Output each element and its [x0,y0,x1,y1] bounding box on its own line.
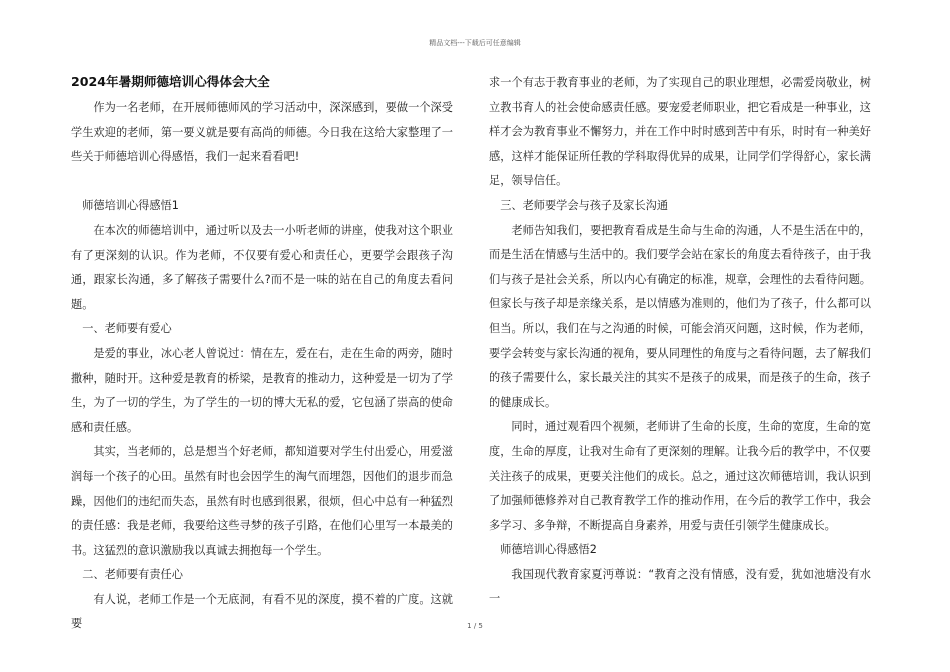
subheading-responsibility: 二、老师要有责任心 [82,568,183,582]
paragraph: 同时，通过观看四个视频，老师讲了生命的长度，生命的宽度，生命的宽度，生命的厚度，让我对生命有了更深刻的理解。让我今后的教学中，不仅要关注孩子的成果，更要关注他们的成长。总之，通过这次师德培训，我认识到了加强师德修养对自己教育教学工作的推动作用，在今后的教学工作中，我会多学习、多争辩，不断提高自身素养，用爱与责任引领学生健康成长。 [489,420,871,532]
page-header: 精品文档---下载后可任意编辑 [429,39,521,47]
paragraph: 有人说，老师工作是一个无底洞，有看不见的深度，摸不着的广度。这就要 [71,592,453,631]
right-column [489,71,871,612]
section-heading-1: 师德培训心得感悟1 [82,199,179,213]
subheading-communication: 三、老师要学会与孩子及家长沟通 [500,198,669,212]
intro-paragraph: 作为一名老师，在开展师德师风的学习活动中，深深感到，要做一个深受学生欢迎的老师，第一要义就是要有高尚的师德。今日我在这给大家整理了一些关于师德培训心得感悟，我们一起来看看吧! [71,101,453,164]
document-title: 2024年暑期师德培训心得体会大全 [71,74,270,89]
subheading-love: 一、老师要有爱心 [82,322,172,336]
section-heading-2: 师德培训心得感悟2 [500,543,597,557]
paragraph: 在本次的师德培训中，通过听以及去一小听老师的讲座，使我对这个职业有了更深刻的认识。作为老师，不仅要有爱心和责任心，更要学会跟孩子沟通，跟家长沟通，多了解孩子需要什么?而不是一味的站在自己的角度去看问题。 [71,223,453,311]
paragraph: 是爱的事业，冰心老人曾说过：情在左，爱在右，走在生命的两旁，随时撒种，随时开。这种爱是教育的桥梁，是教育的推动力，这种爱是一切为了学生，为了一切的学生，为了学生的一切的博大无私的爱，它包涵了崇高的使命感和责任感。 [71,346,453,434]
left-column [71,70,453,637]
page-number: 1 / 5 [467,622,483,630]
paragraph-continued: 求一个有志于教育事业的老师，为了实现自己的职业理想，必需爱岗敬业，树立教书育人的社会使命感责任感。要宠爱老师职业，把它看成是一种事业，这样才会为教育事业不懈努力，并在工作中时时感到苦中有乐，时时有一种美好感，这样才能保证所任教的学科取得优异的成果，让同学们学得舒心，家长满足，领导信任。 [489,76,871,188]
paragraph-gap [71,170,453,195]
paragraph: 其实，当老师的，总是想当个好老师，都知道要对学生付出爱心，用爱滋润每一个孩子的心田。虽然有时也会因学生的淘气而埋怨，因他们的退步而急躁，因他们的违纪而失态，虽然有时也感到很累，很烦，但心中总有一种猛烈的责任感：我是老师，我要给这些寻梦的孩子引路，在他们心里写一本最美的书。这猛烈的意识激励我以真诚去拥抱每一个学生。 [71,445,453,557]
paragraph: 老师告知我们，要把教育看成是生命与生命的沟通，人不是生活在中的，而是生活在情感与生活中的。我们要学会站在家长的角度去看待孩子，由于我们与孩子是社会关系，所以内心有确定的标准，规章，会理性的去看待问题。但家长与孩子却是亲缘关系，是以情感为准则的，他们为了孩子，什么都可以但当。所以，我们在与之沟通的时候，可能会消灭问题，这时候，作为老师，要学会转变与家长沟通的视角，要从同理性的角度与之看待问题，去了解我们的孩子需要什么，家长最关注的其实不是孩子的成果，而是孩子的生命，孩子的健康成长。 [489,223,871,409]
paragraph: 我国现代教育家夏沔尊说：“教育之没有情感，没有爱，犹如池塘没有水一 [489,567,871,606]
